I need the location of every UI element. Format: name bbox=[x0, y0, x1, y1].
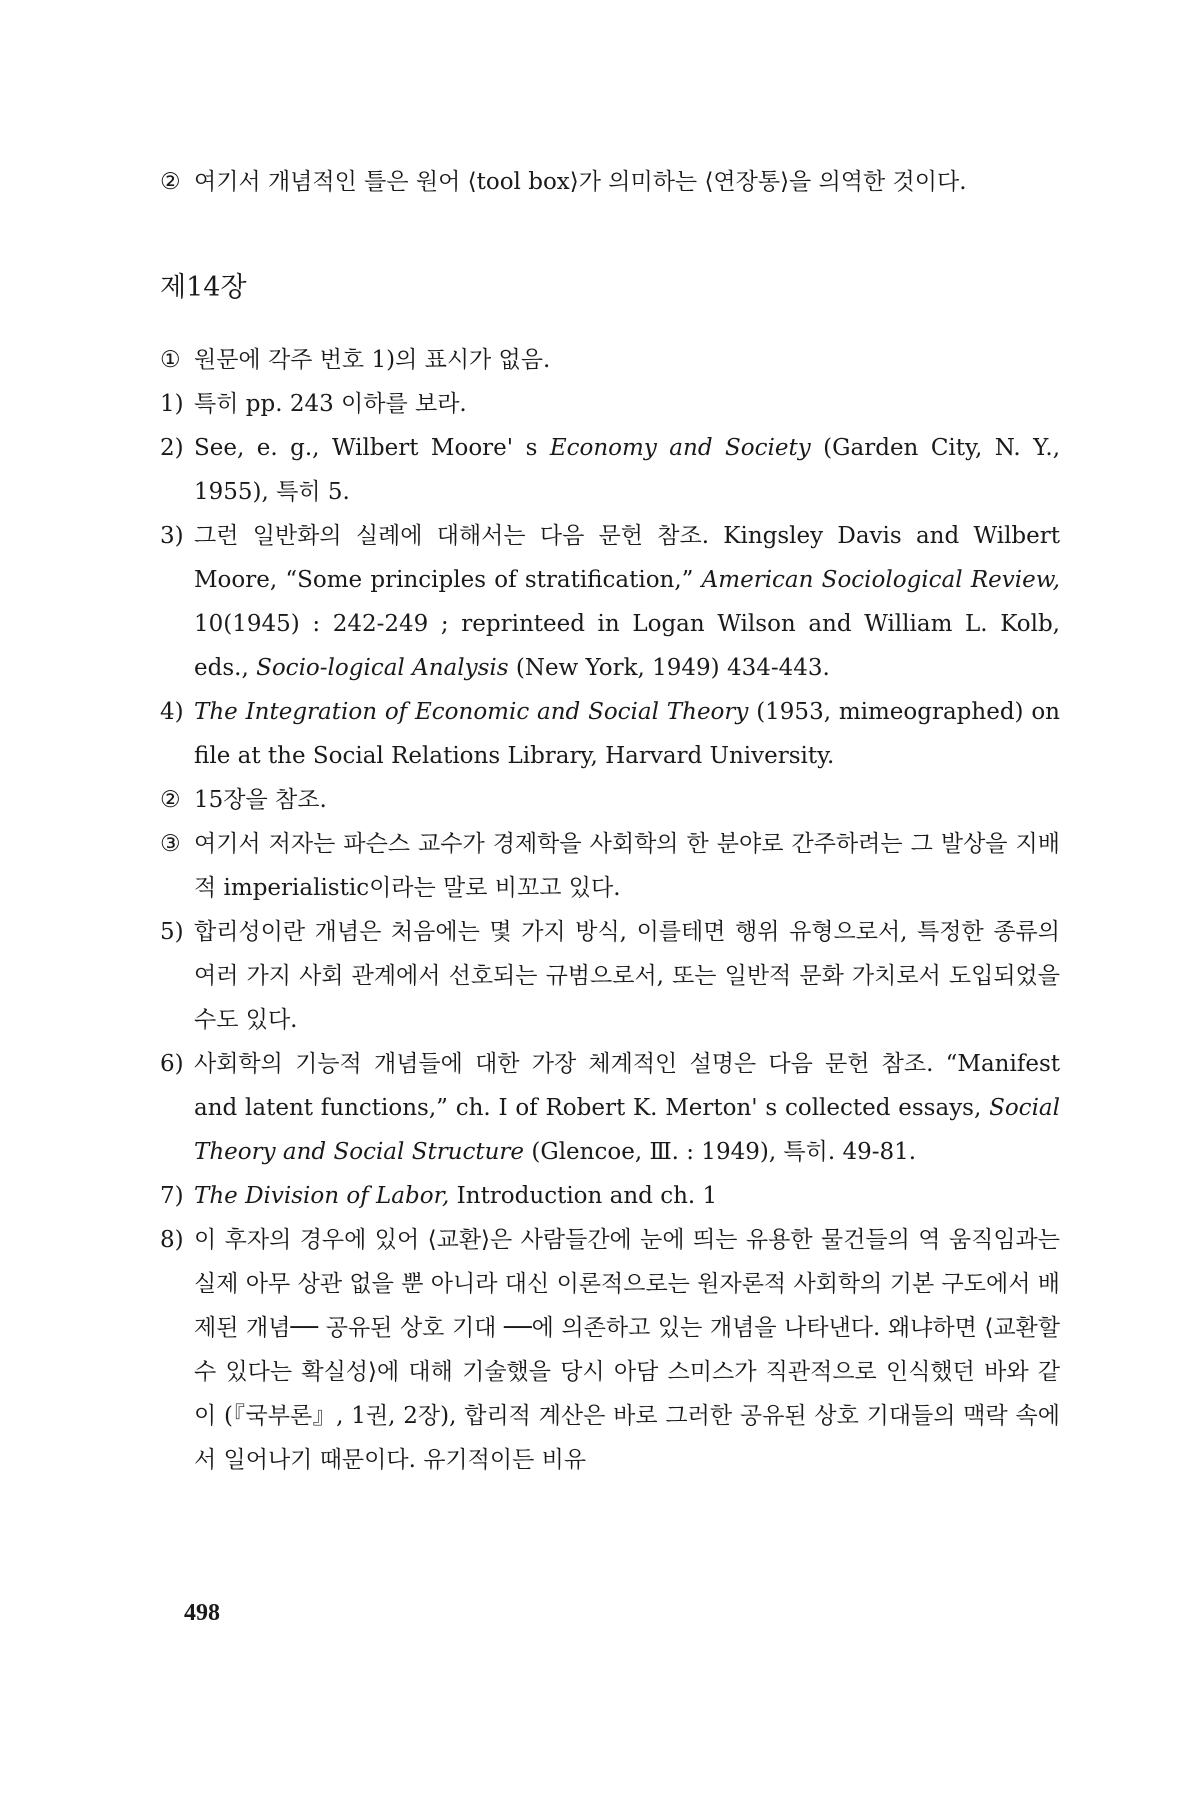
note-text-segment: 여기서 저자는 파슨스 교수가 경제학을 사회학의 한 분야로 간주하려는 그 발상을 지배적 imperialistic이라는 말로 비꼬고 있다. bbox=[194, 831, 1060, 901]
note-text-segment: 원문에 각주 번호 1)의 표시가 없음. bbox=[194, 347, 551, 373]
note-item bbox=[160, 514, 1060, 690]
note-text-segment: (New York, 1949) 434-443. bbox=[508, 655, 830, 681]
note-text-segment: 사회학의 기능적 개념들에 대한 가장 체계적인 설명은 다음 문헌 참조. “Manifest and latent functions,” ch. I of Robert K. Merton' s collected essays, bbox=[194, 1051, 1060, 1121]
note-item bbox=[160, 1218, 1060, 1482]
note-marker: 1) bbox=[160, 391, 184, 417]
page-number: 498 bbox=[184, 1600, 220, 1626]
italic-title: Socio-logical Analysis bbox=[256, 655, 509, 681]
note-marker: ③ bbox=[160, 831, 181, 857]
note-text-segment: 그런 일반화의 실례에 대해서는 다음 문헌 참조. Kingsley Davis and Wilbert Moore, “Some principles of stratification,” bbox=[194, 523, 1060, 593]
note-text bbox=[194, 514, 1060, 690]
note-item bbox=[160, 338, 1060, 382]
note-text-segment: Introduction and ch. 1 bbox=[449, 1183, 718, 1209]
note-item bbox=[160, 426, 1060, 514]
notes-list bbox=[160, 338, 1060, 1482]
note-text: 여기서 개념적인 틀은 원어 ⟨tool box⟩가 의미하는 ⟨연장통⟩을 의역한 것이다. bbox=[194, 169, 967, 195]
note-marker: ② bbox=[160, 169, 181, 195]
italic-title: The Integration of Economic and Social Theory bbox=[194, 699, 749, 725]
note-text-segment: 합리성이란 개념은 처음에는 몇 가지 방식, 이를테면 행위 유형으로서, 특정한 종류의 여러 가지 사회 관계에서 선호되는 규범으로서, 또는 일반적 문화 가치로서 도입되었을 수도 있다. bbox=[194, 919, 1060, 1033]
note-marker: 8) bbox=[160, 1227, 184, 1253]
note-item bbox=[160, 778, 1060, 822]
note-item bbox=[160, 1174, 1060, 1218]
note-text-segment: 10(1945) : 242-249 ; reprinteed in Logan Wilson and William L. Kolb, eds., bbox=[194, 611, 1060, 681]
note-text-segment: 특히 pp. 243 이하를 보라. bbox=[194, 391, 467, 417]
note-marker: ② bbox=[160, 787, 181, 813]
note-marker: 3) bbox=[160, 523, 184, 549]
note-text bbox=[194, 1218, 1060, 1482]
italic-title: American Sociological Review, bbox=[701, 567, 1060, 593]
note-item bbox=[160, 382, 1060, 426]
note-text-segment: (1953, mimeographed) on file at the Social Relations Library, Harvard University. bbox=[194, 699, 1060, 769]
note-text bbox=[194, 822, 1060, 910]
italic-title: Social Theory and Social Structure bbox=[194, 1095, 1060, 1165]
note-item bbox=[160, 910, 1060, 1042]
note-text bbox=[194, 338, 1060, 382]
note-text bbox=[194, 1042, 1060, 1174]
note-text-segment: 이 후자의 경우에 있어 ⟨교환⟩은 사람들간에 눈에 띄는 유용한 물건들의 역 움직임과는 실제 아무 상관 없을 뿐 아니라 대신 이론적으로는 원자론적 사회학의 기본 구도에서 배제된 개념── 공유된 상호 기대 ──에 의존하고 있는 개념을 나타낸다. 왜냐하면 ⟨교환할 수 있다는 확실성⟩에 대해 기술했을 당시 아담 스미스가 직관적으로 인식했던 바와 같이 (『국부론』, 1권, 2장), 합리적 계산은 바로 그러한 공유된 상호 기대들의 맥락 속에서 일어나기 때문이다. 유기적이든 비유 bbox=[194, 1227, 1060, 1473]
note-text bbox=[194, 910, 1060, 1042]
note-marker: 2) bbox=[160, 435, 184, 461]
note-text bbox=[194, 778, 1060, 822]
note-marker: 7) bbox=[160, 1183, 184, 1209]
italic-title: Economy and Society bbox=[549, 435, 811, 461]
note-marker: 6) bbox=[160, 1051, 184, 1077]
chapter-title: 제14장 bbox=[160, 272, 247, 303]
italic-title: The Division of Labor, bbox=[194, 1183, 450, 1209]
note-marker: 5) bbox=[160, 919, 184, 945]
note-text-segment: (Garden City, N. Y., 1955), 특히 5. bbox=[194, 435, 1061, 505]
note-item bbox=[160, 690, 1060, 778]
note-item bbox=[160, 822, 1060, 910]
continued-note bbox=[160, 160, 1060, 204]
note-text bbox=[194, 382, 1060, 426]
note-item bbox=[160, 1042, 1060, 1174]
note-text-segment: (Glencoe, Ⅲ. : 1949), 특히. 49-81. bbox=[524, 1139, 917, 1165]
note-text-segment: 15장을 참조. bbox=[194, 787, 327, 813]
note-text bbox=[194, 1174, 1060, 1218]
note-text bbox=[194, 426, 1060, 514]
note-text bbox=[194, 690, 1060, 778]
note-text-segment: See, e. g., Wilbert Moore' s bbox=[194, 435, 550, 461]
note-marker: ① bbox=[160, 347, 181, 373]
page-content bbox=[160, 160, 1060, 1482]
note-marker: 4) bbox=[160, 699, 184, 725]
